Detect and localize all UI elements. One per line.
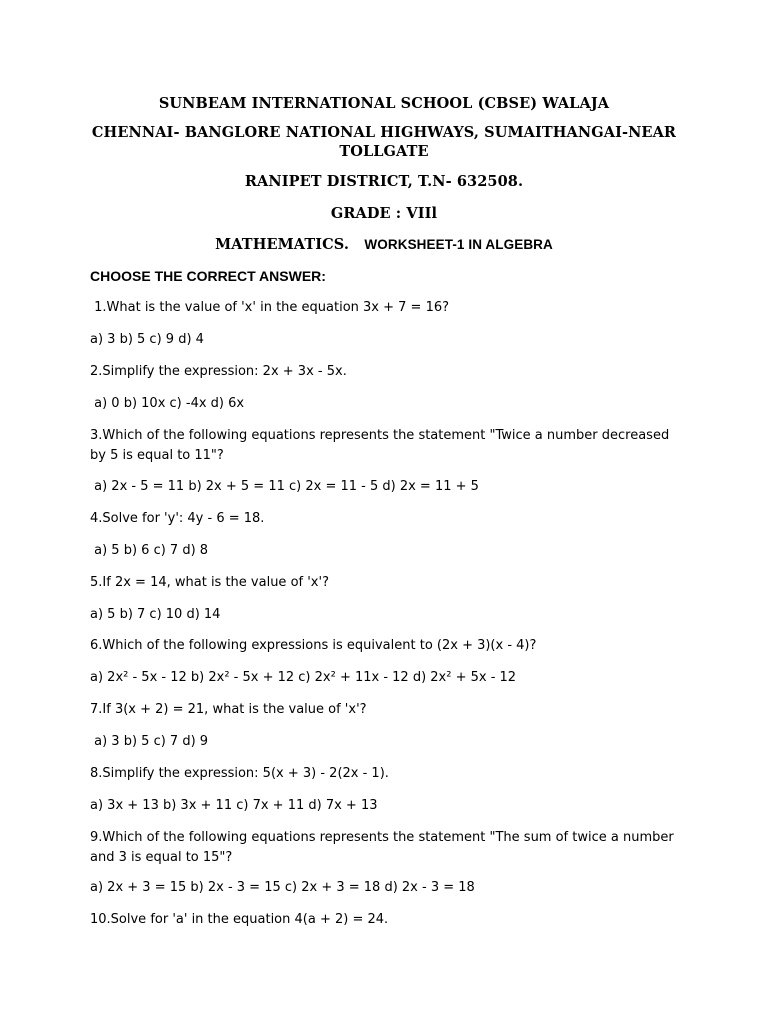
question-4: 4.Solve for 'y': 4y - 6 = 18.	[90, 511, 265, 526]
options-9: a) 2x + 3 = 15 b) 2x - 3 = 15 c) 2x + 3 = 18 d) 2x - 3 = 18	[90, 880, 475, 895]
school-name: SUNBEAM INTERNATIONAL SCHOOL (CBSE) WALAJA	[158, 95, 610, 112]
question-10: 10.Solve for 'a' in the equation 4(a + 2) = 24.	[90, 912, 389, 927]
school-district: RANIPET DISTRICT, T.N- 632508.	[244, 173, 524, 190]
question-3: 3.Which of the following equations represents the statement "Twice a number decreased by 5 is equal to 11"?	[90, 428, 670, 463]
options-6: a) 2x² - 5x - 12 b) 2x² - 5x + 12 c) 2x² + 11x - 12 d) 2x² + 5x - 12	[90, 670, 517, 685]
subject-label: MATHEMATICS.	[215, 236, 349, 253]
question-1: 1.What is the value of 'x' in the equation 3x + 7 = 16?	[90, 300, 450, 315]
worksheet-heading	[90, 235, 678, 254]
question-9: 9.Which of the following equations represents the statement "The sum of twice a number and 3 is equal to 15"?	[90, 830, 674, 865]
worksheet-title: WORKSHEET-1 IN ALGEBRA	[364, 237, 553, 252]
options-8: a) 3x + 13 b) 3x + 11 c) 7x + 11 d) 7x + 13	[90, 798, 378, 813]
school-address: CHENNAI- BANGLORE NATIONAL HIGHWAYS, SUMAITHANGAI-NEAR TOLLGATE	[91, 124, 677, 160]
question-8: 8.Simplify the expression: 5(x + 3) - 2(2x - 1).	[90, 766, 389, 781]
options-1: a) 3 b) 5 c) 9 d) 4	[90, 332, 204, 347]
options-4: a) 5 b) 6 c) 7 d) 8	[90, 543, 209, 558]
instruction-heading: CHOOSE THE CORRECT ANSWER:	[90, 268, 326, 284]
options-7: a) 3 b) 5 c) 7 d) 9	[90, 734, 209, 749]
grade-label: GRADE : VIIl	[330, 205, 438, 222]
question-6: 6.Which of the following expressions is equivalent to (2x + 3)(x - 4)?	[90, 638, 537, 653]
question-7: 7.If 3(x + 2) = 21, what is the value of 'x'?	[90, 702, 367, 717]
question-2: 2.Simplify the expression: 2x + 3x - 5x.	[90, 364, 347, 379]
question-5: 5.If 2x = 14, what is the value of 'x'?	[90, 575, 329, 590]
options-3: a) 2x - 5 = 11 b) 2x + 5 = 11 c) 2x = 11 - 5 d) 2x = 11 + 5	[90, 479, 479, 494]
options-5: a) 5 b) 7 c) 10 d) 14	[90, 607, 221, 622]
options-2: a) 0 b) 10x c) -4x d) 6x	[90, 396, 245, 411]
